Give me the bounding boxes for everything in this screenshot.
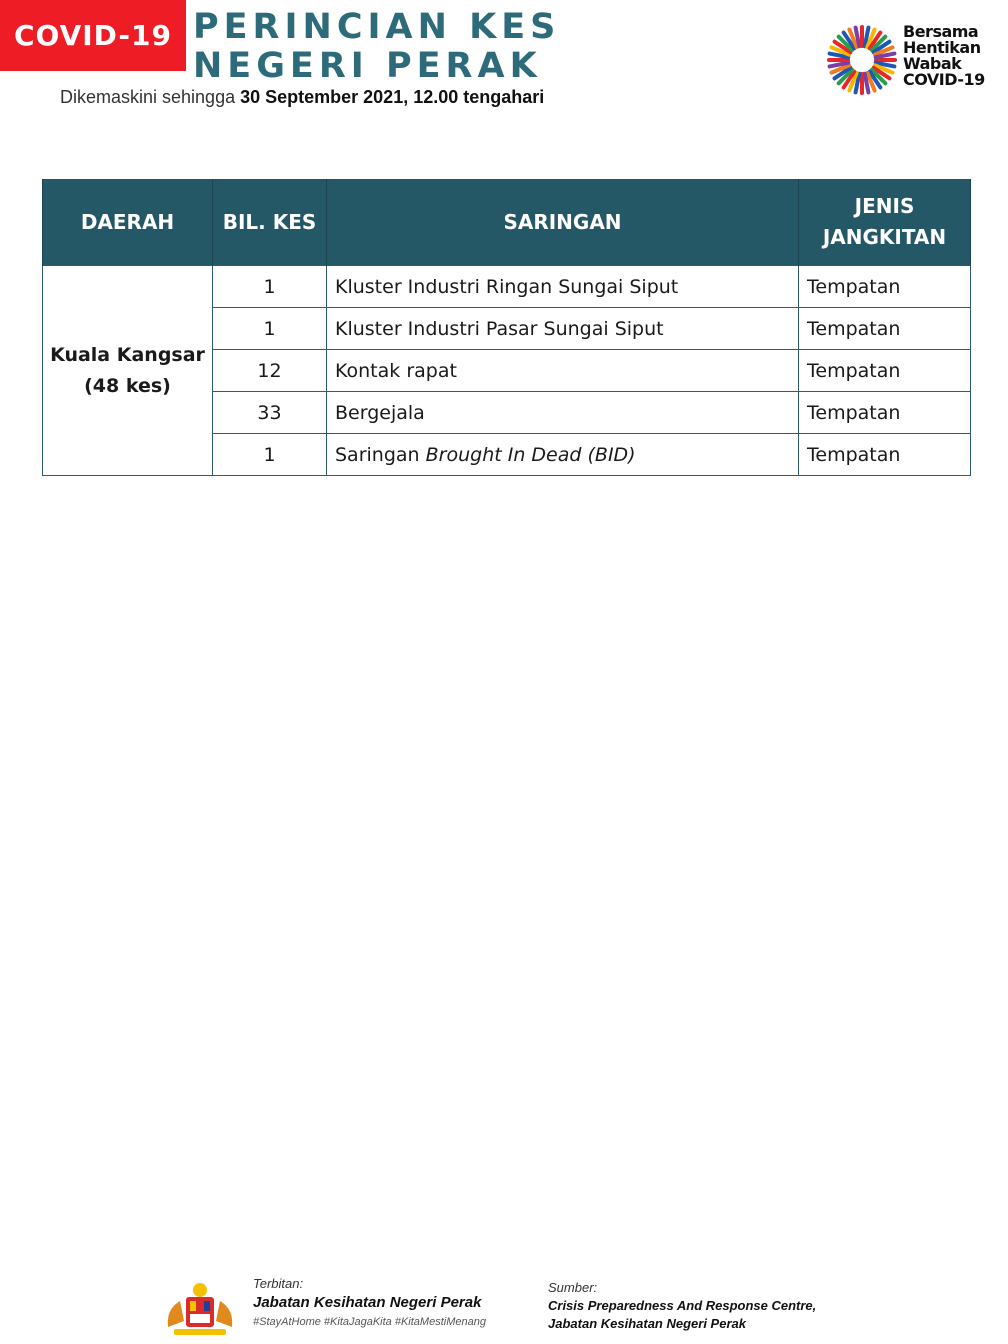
saringan-cell: Kluster Industri Pasar Sungai Siput (327, 308, 799, 350)
header-jenis-jangkitan (799, 179, 971, 266)
hashtags: #StayAtHome #KitaJagaKita #KitaMestiMenang (253, 1316, 486, 1328)
update-prefix: Dikemaskini sehingga (60, 87, 236, 107)
bil-kes-cell: 33 (213, 392, 327, 434)
jenis-cell: Tempatan (799, 392, 971, 434)
logo-line-3: Wabak (903, 54, 962, 73)
publisher-block (253, 1276, 486, 1328)
table-row (43, 266, 971, 308)
bil-kes-cell: 1 (213, 266, 327, 308)
logo-line-4: COVID-19 (903, 70, 985, 89)
table-header-row (43, 179, 971, 266)
district-name: Kuala Kangsar (50, 343, 205, 366)
title-line-2: NEGERI PERAK (193, 46, 542, 86)
saringan-italic-text: Brought In Dead (BID) (425, 443, 636, 466)
header-jenis-line-1: JENIS (854, 194, 915, 218)
saringan-cell: Kluster Industri Ringan Sungai Siput (327, 266, 799, 308)
bil-kes-cell: 1 (213, 308, 327, 350)
coat-of-arms-icon (162, 1281, 238, 1339)
page-title (193, 8, 560, 86)
title-line-1: PERINCIAN KES (193, 7, 561, 47)
saringan-cell: Bergejala (327, 392, 799, 434)
update-timestamp (60, 87, 544, 108)
logo-line-1: Bersama (903, 22, 979, 41)
bil-kes-cell: 1 (213, 434, 327, 476)
jenis-cell: Tempatan (799, 308, 971, 350)
source-line-1: Crisis Preparedness And Response Centre, (548, 1298, 817, 1313)
source-block (548, 1280, 816, 1331)
campaign-logo (826, 18, 996, 102)
header-saringan: SARINGAN (327, 179, 799, 266)
update-value: 30 September 2021, 12.00 tengahari (240, 87, 545, 107)
saringan-cell (327, 434, 799, 476)
source-line-2: Jabatan Kesihatan Negeri Perak (548, 1316, 746, 1331)
header-jenis-line-2: JANGKITAN (822, 225, 947, 249)
covid-badge: COVID-19 (0, 0, 186, 71)
jenis-cell: Tempatan (799, 266, 971, 308)
header-daerah: DAERAH (43, 179, 213, 266)
publisher-name: Jabatan Kesihatan Negeri Perak (253, 1294, 482, 1311)
publisher-label: Terbitan: (253, 1276, 304, 1291)
case-details-table (42, 179, 971, 476)
saringan-cell: Kontak rapat (327, 350, 799, 392)
district-total: (48 kes) (84, 374, 171, 397)
burst-logo-icon (826, 18, 898, 102)
jenis-cell: Tempatan (799, 434, 971, 476)
bil-kes-cell: 12 (213, 350, 327, 392)
header-bil-kes: BIL. KES (213, 179, 327, 266)
source-label: Sumber: (548, 1280, 598, 1295)
saringan-text: Saringan (335, 443, 420, 466)
district-cell (43, 266, 213, 476)
logo-line-2: Hentikan (903, 38, 981, 57)
jenis-cell: Tempatan (799, 350, 971, 392)
campaign-logo-text (903, 24, 985, 88)
